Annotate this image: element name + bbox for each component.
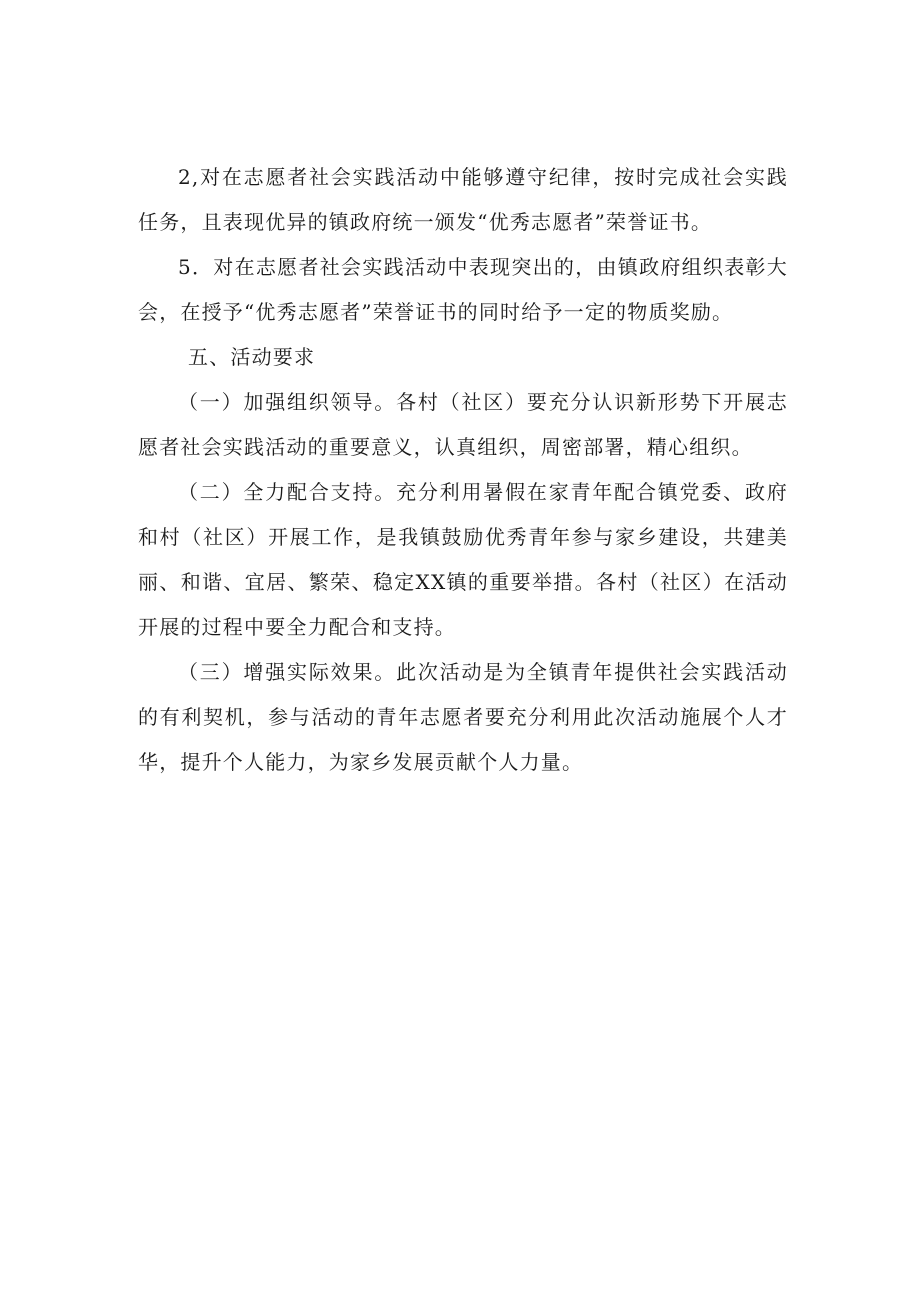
paragraph-award-commendation: 5．对在志愿者社会实践活动中表现突出的，由镇政府组织表彰大会，在授予“优秀志愿者”荣誉证书的同时给予一定的物质奖励。 (138, 255, 788, 324)
section-heading: 五、活动要求 (188, 345, 316, 369)
document-body (138, 155, 788, 785)
requirement-item-1: （一）加强组织领导。各村（社区）要充分认识新形势下开展志愿者社会实践活动的重要意义，认真组织，周密部署，精心组织。 (138, 390, 788, 459)
paragraph-award-certificate: 2,对在志愿者社会实践活动中能够遵守纪律，按时完成社会实践任务，且表现优异的镇政府统一颁发“优秀志愿者”荣誉证书。 (138, 165, 788, 234)
requirement-item-2: （二）全力配合支持。充分利用暑假在家青年配合镇党委、政府和村（社区）开展工作，是我镇鼓励优秀青年参与家乡建设，共建美丽、和谐、宜居、繁荣、稳定XX镇的重要举措。各村（社区）在活动开展的过程中要全力配合和支持。 (138, 480, 788, 639)
requirement-item-3: （三）增强实际效果。此次活动是为全镇青年提供社会实践活动的有利契机，参与活动的青年志愿者要充分利用此次活动施展个人才华，提升个人能力，为家乡发展贡献个人力量。 (138, 660, 788, 774)
